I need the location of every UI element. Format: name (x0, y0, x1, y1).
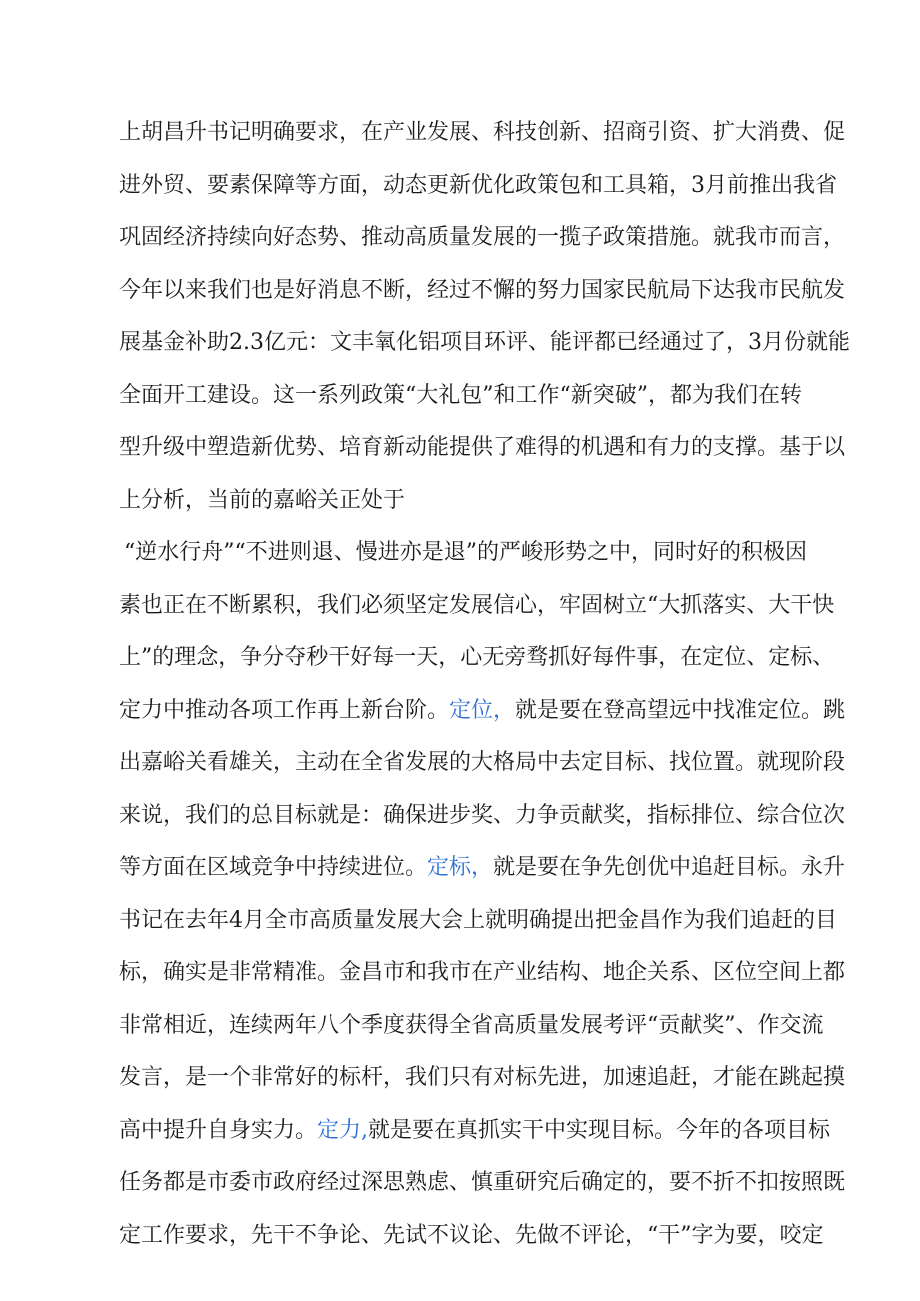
line-20-pre: 高中提升自身实力。 (119, 1118, 318, 1143)
line-15-pre: 等方面在区域竞争中持续进位。 (119, 855, 428, 880)
text-line-17: 标，确实是非常精准。金昌市和我市在产业结构、地企关系、区位空间上都 (119, 960, 846, 985)
text-line-5: 展基金补助2.3亿元：文丰氧化铝项目环评、能评都已经通过了，3月份就能 (119, 330, 850, 355)
text-line-18: 非常相近，连续两年八个季度获得全省高质量发展考评“贡献奖”、作交流 (119, 1013, 824, 1038)
keyword-dingwei: 定位， (449, 698, 516, 723)
text-line-20 (119, 1116, 831, 1146)
text-line-11: 上”的理念，争分夺秒干好每一天，心无旁骛抓好每件事，在定位、定标、 (119, 645, 835, 670)
line-20-post: 就是要在真抓实干中实现目标。今年的各项目标 (368, 1118, 831, 1143)
text-line-8: 上分析，当前的嘉峪关正处于 (119, 488, 406, 513)
text-line-2: 进外贸、要素保障等方面，动态更新优化政策包和工具箱，3月前推出我省 (119, 173, 837, 198)
text-line-14: 来说，我们的总目标就是：确保进步奖、力争贡献奖，指标排位、综合位次 (119, 803, 846, 828)
text-line-4: 今年以来我们也是好消息不断，经过不懈的努力国家民航局下达我市民航发 (119, 278, 846, 303)
text-line-21: 任务都是市委市政府经过深思熟虑、慎重研究后确定的，要不折不扣按照既 (119, 1170, 846, 1195)
text-line-7: 型升级中塑造新优势、培育新动能提供了难得的机遇和有力的支撑。基于以 (119, 435, 846, 460)
text-line-6: 全面开工建设。这一系列政策“大礼包”和工作“新突破”，都为我们在转 (119, 383, 802, 408)
text-line-13: 出嘉峪关看雄关，主动在全省发展的大格局中去定目标、找位置。就现阶段 (119, 750, 846, 775)
text-line-19: 发言，是一个非常好的标杆，我们只有对标先进，加速追赶，才能在跳起摸 (119, 1065, 846, 1090)
text-line-15 (119, 853, 846, 883)
text-line-12 (119, 696, 846, 726)
line-15-post: 就是要在争先创优中追赶目标。永升 (493, 855, 846, 880)
text-line-22: 定工作要求，先干不争论、先试不议论、先做不评论，“干”字为要，咬定 (119, 1223, 824, 1248)
line-12-post: 就是要在登高望远中找准定位。跳 (515, 698, 846, 723)
text-line-10: 素也正在不断累积，我们必须坚定发展信心，牢固树立“大抓落实、大干快 (119, 593, 835, 618)
line-12-pre: 定力中推动各项工作再上新台阶。 (119, 698, 450, 723)
text-line-1: 上胡昌升书记明确要求，在产业发展、科技创新、招商引资、扩大消费、促 (119, 120, 846, 145)
keyword-dingli: 定力, (317, 1118, 369, 1143)
text-line-3: 巩固经济持续向好态势、推动高质量发展的一揽子政策措施。就我市而言， (119, 225, 846, 250)
text-line-16: 书记在去年4月全市高质量发展大会上就明确提出把金昌作为我们追赶的目 (119, 908, 837, 933)
text-line-9: “逆水行舟”“不进则退、慢进亦是退”的严峻形势之中，同时好的积极因 (124, 540, 807, 565)
keyword-dingbiao: 定标， (427, 855, 494, 880)
